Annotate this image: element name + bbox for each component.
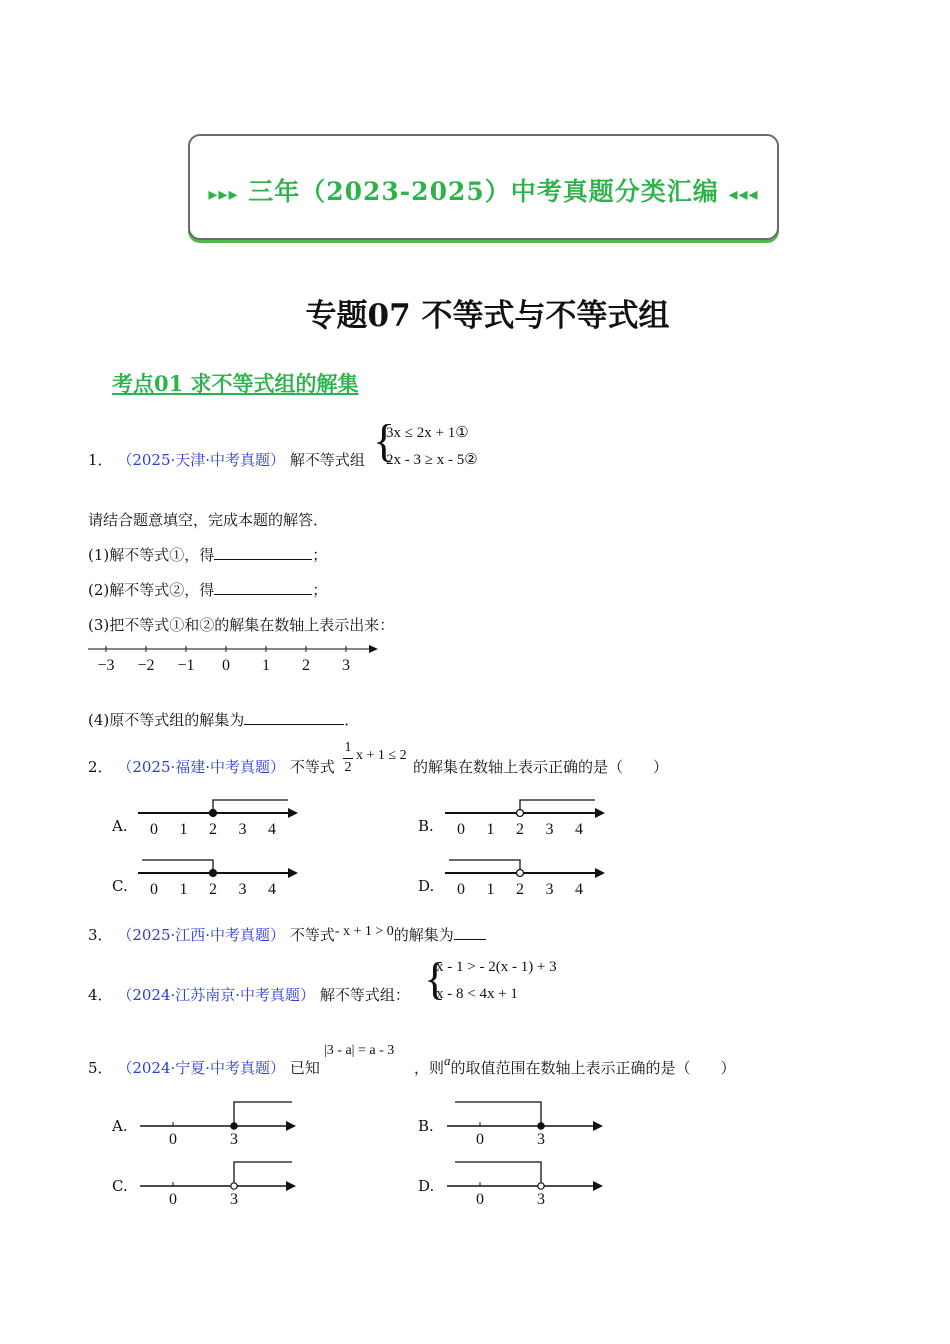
q4-number: 4． [88,986,113,1004]
solution-ray [520,800,595,813]
q2-frac-bar [343,758,353,759]
q3-stem-pre: 不等式 [289,926,335,944]
axis-tick-label: 2 [516,881,524,898]
axis-tick-label: 3 [537,1191,545,1208]
endpoint-dot [231,1123,237,1129]
q3-blank[interactable] [454,925,486,940]
axis-arrow [288,808,298,818]
axis-arrow [595,868,605,878]
axis-arrow [593,1121,603,1131]
q5-option-b-label[interactable]: B. [418,1117,434,1135]
axis-tick-label: 3 [545,821,554,838]
q4-brace: { [424,953,447,1004]
axis-tick-label: 3 [230,1191,238,1208]
q5-option-a-number-line[interactable] [138,1097,308,1149]
q2-stem-pre: 不等式 [289,758,335,776]
q5-option-d-number-line[interactable] [445,1157,615,1209]
q5-stem [88,1057,320,1078]
endpoint-dot [210,870,217,877]
q2-option-d-number-line[interactable] [443,855,613,900]
axis-tick-label: 4 [575,821,583,838]
solution-ray [213,800,288,813]
q1-intro: 请结合题意填空，完成本题的解答． [88,511,329,529]
endpoint-dot [538,1123,544,1129]
solution-ray [142,860,213,873]
axis-tick-label: 4 [268,881,276,898]
axis-tick-label: 0 [457,881,465,898]
solution-ray [449,860,520,873]
q2-stem-post: 的解集在数轴上表示正确的是（ ） [413,758,669,776]
q2-source: （2025·福建·中考真题） [117,758,286,776]
axis-tick-label: 3 [545,881,554,898]
q5-option-a-label[interactable]: A. [112,1117,128,1135]
endpoint-circle [517,810,524,817]
axis-tick-label: 3 [238,821,247,838]
endpoint-dot [210,810,217,817]
q3-stem-post: 的解集为 [393,926,454,944]
q1-stem [88,449,365,470]
q1-step1 [88,544,327,565]
axis-tick-label: 4 [268,821,276,838]
q1-step4-blank[interactable] [244,710,344,725]
q5-option-b-number-line[interactable] [445,1097,615,1149]
q5-stem-pre: 已知 [289,1059,320,1077]
banner-right-arrows-icon: ◂◂◂ [728,184,759,205]
q1-axis-label: 0 [222,657,230,674]
q1-step2-semicolon: ； [312,581,328,599]
q5-stem-rest [414,1053,736,1078]
q4-stem [88,984,410,1005]
axis-arrow [286,1181,296,1191]
axis-tick-label: 0 [457,821,465,838]
axis-tick-label: 1 [486,821,495,838]
axis-tick-label: 0 [476,1191,484,1208]
axis-tick-label: 2 [516,821,524,838]
q2-frac-num: 1 [344,740,352,755]
q1-number: 1． [88,451,113,469]
q5-option-c-label[interactable]: C. [112,1177,128,1195]
axis-tick-label: 2 [209,821,217,838]
q1-step2-blank[interactable] [214,580,312,595]
axis-tick-label: 0 [476,1131,484,1148]
q4-ineq1: x - 1 > - 2(x - 1) + 3 [436,959,557,975]
q1-ineq2: 2x - 3 ≥ x - 5② [386,452,478,468]
axis-tick-label: 3 [238,881,247,898]
q1-axis-label: 2 [302,657,310,674]
q1-step1-text: (1)解不等式①，得 [88,546,215,564]
q2-option-b-number-line[interactable] [443,795,613,840]
q1-axis-arrow [369,645,378,653]
axis-arrow [286,1121,296,1131]
q2-frac-den: 2 [344,760,352,775]
q1-step1-semicolon: ； [312,546,328,564]
q1-step4-text: (4)原不等式组的解集为 [88,711,245,729]
axis-arrow [288,868,298,878]
section-heading: 考点01 求不等式组的解集 [112,371,359,396]
q5-source: （2024·宁夏·中考真题） [117,1059,286,1077]
q2-option-a-label[interactable]: A. [112,817,128,835]
q3-source: （2025·江西·中考真题） [117,926,286,944]
q2-option-b-label[interactable]: B. [418,817,434,835]
q1-axis-label: 1 [262,657,270,674]
axis-arrow [595,808,605,818]
axis-tick-label: 2 [209,881,217,898]
endpoint-circle [231,1183,237,1189]
banner-left-arrows-icon: ▸▸▸ [208,184,239,205]
solution-ray [455,1102,541,1126]
q3-expr: - x + 1 > 0 [334,924,394,939]
q1-step2-text: (2)解不等式②，得 [88,581,215,599]
q2-number: 2． [88,758,113,776]
axis-arrow [593,1181,603,1191]
q5-expr: |3 - a| = a - 3 [324,1043,395,1058]
axis-tick-label: 0 [150,881,158,898]
q1-step2 [88,579,327,600]
solution-ray [455,1162,541,1186]
solution-ray [234,1162,292,1186]
q5-option-c-number-line[interactable] [138,1157,308,1209]
axis-tick-label: 3 [537,1131,545,1148]
q4-stem-text: 解不等式组： [319,986,410,1004]
q2-option-c-label[interactable]: C. [112,877,128,895]
solution-ray [234,1102,292,1126]
q1-stem-text: 解不等式组 [289,451,365,469]
q1-brace: { [373,415,396,466]
q1-step1-blank[interactable] [214,545,312,560]
banner-text: 三年（2023-2025）中考真题分类汇编 [248,177,719,206]
q4-source: （2024·江苏南京·中考真题） [117,986,316,1004]
q1-axis-label: −3 [97,657,115,674]
axis-tick-label: 3 [230,1131,238,1148]
q1-step3: (3)把不等式①和②的解集在数轴上表示出来： [88,616,395,634]
q2-option-d-label[interactable]: D. [418,877,435,895]
q2-option-a-number-line[interactable] [136,795,306,840]
q5-option-d-label[interactable]: D. [418,1177,435,1195]
q5-stem-mid: ，则 [414,1059,445,1077]
endpoint-circle [517,870,524,877]
q5-number: 5． [88,1059,113,1077]
title-banner [188,134,779,240]
q3-number: 3． [88,926,113,944]
q1-axis-label: −1 [177,657,195,674]
q2-stem [88,756,335,777]
page-title: 专题07 不等式与不等式组 [305,298,670,334]
axis-tick-label: 1 [179,821,188,838]
axis-tick-label: 0 [150,821,158,838]
axis-tick-label: 1 [486,881,495,898]
q2-expr: x + 1 ≤ 2 [356,748,407,763]
q1-axis-label: 3 [342,657,350,674]
q1-step4 [88,709,359,730]
banner-text-row [190,172,777,208]
endpoint-circle [538,1183,544,1189]
axis-tick-label: 4 [575,881,583,898]
q4-ineq2: x - 8 < 4x + 1 [436,986,518,1002]
axis-tick-label: 0 [169,1131,177,1148]
q1-axis-label: −2 [137,657,155,674]
q1-ineq1: 3x ≤ 2x + 1① [386,425,469,441]
axis-tick-label: 0 [169,1191,177,1208]
q1-number-line [86,640,386,676]
q5-var: a [444,1053,451,1068]
q2-option-c-number-line[interactable] [136,855,306,900]
q1-step4-period: ． [344,711,360,729]
q3-stem [88,924,486,945]
axis-tick-label: 1 [179,881,188,898]
q5-stem-post: 的取值范围在数轴上表示正确的是（ ） [450,1059,736,1077]
q1-source: （2025·天津·中考真题） [117,451,286,469]
